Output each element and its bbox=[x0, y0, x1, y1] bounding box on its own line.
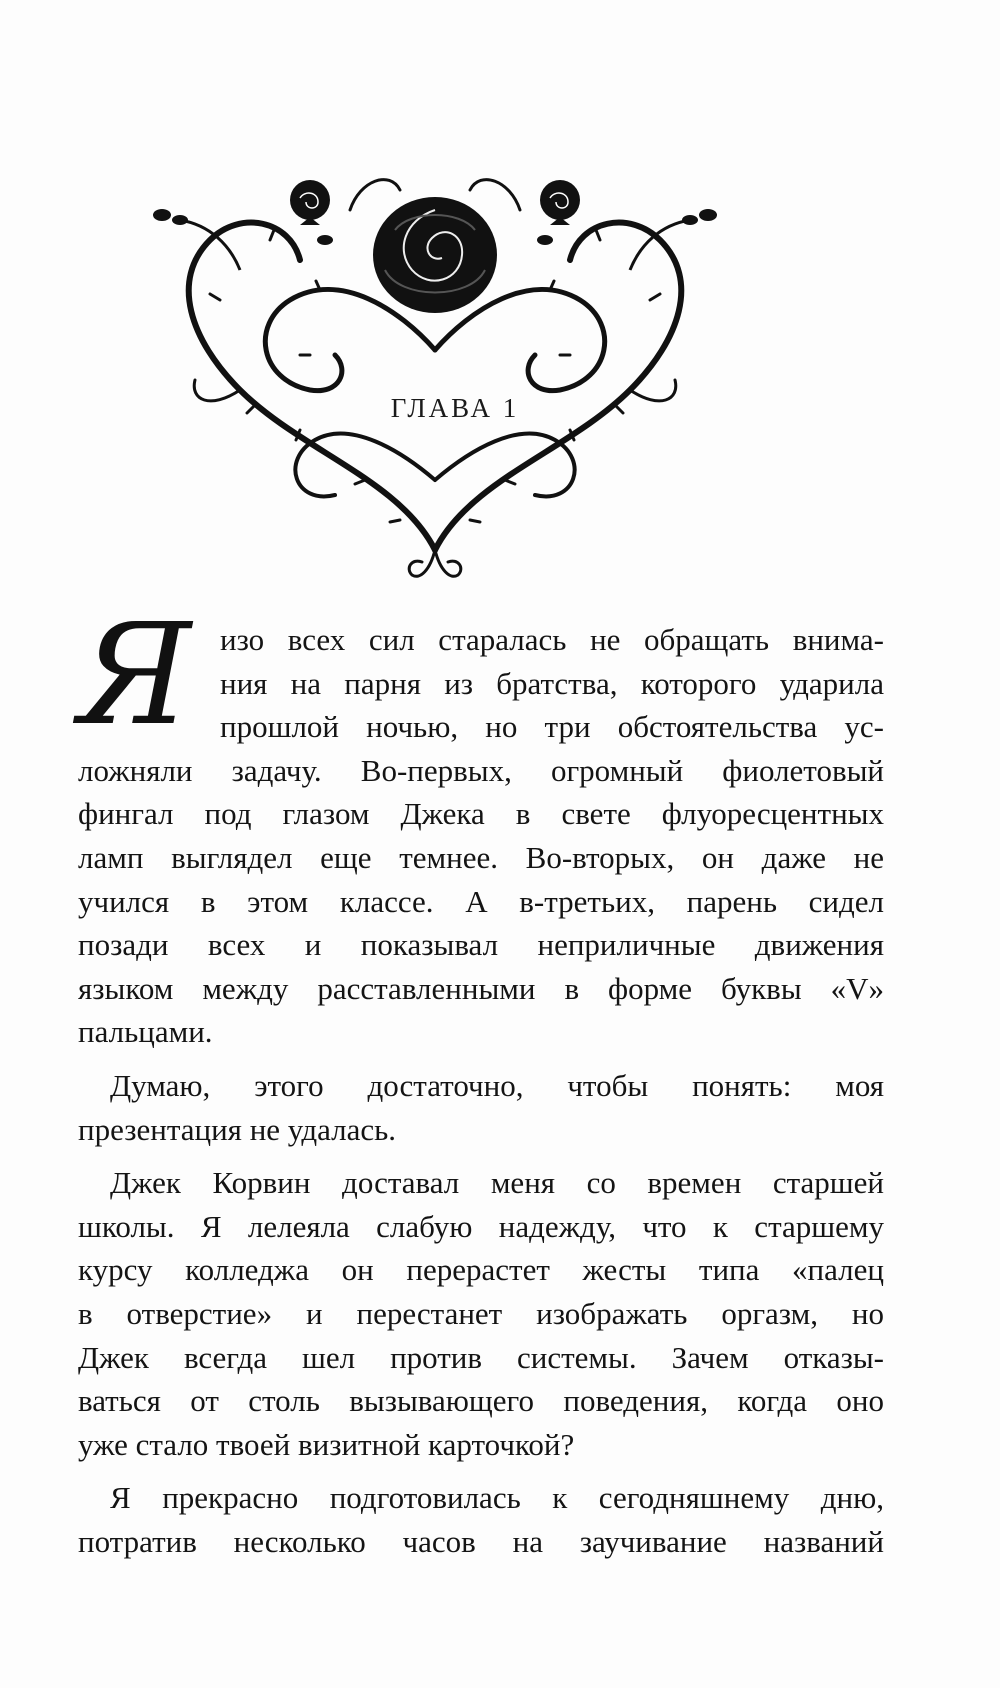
text-line: прошлой ночью, но три обстоятельства ус- bbox=[220, 709, 884, 745]
text-line: Я прекрасно подготовилась к сегодняшнему дню, bbox=[110, 1480, 884, 1516]
text-line: Думаю, этого достаточно, чтобы понять: моя bbox=[110, 1067, 884, 1103]
text-line: Джек всегда шел против системы. Зачем отказы- bbox=[78, 1339, 884, 1375]
text-line: ламп выглядел еще темнее. Во-вторых, он даже не bbox=[78, 839, 884, 875]
rose-heart-vine-icon bbox=[150, 150, 760, 590]
text-line: ваться от столь вызывающего поведения, когда оно bbox=[78, 1383, 884, 1419]
paragraph-4 bbox=[78, 1476, 884, 1563]
drop-cap: Я bbox=[78, 594, 192, 757]
text-line: фингал под глазом Джека в свете флуоресцентных bbox=[78, 796, 884, 832]
text-line: потратив несколько часов на заучивание названий bbox=[78, 1523, 884, 1559]
text-line: в отверстие» и перестанет изображать оргазм, но bbox=[78, 1295, 884, 1331]
text-line: Джек Корвин доставал меня со времен старшей bbox=[110, 1165, 884, 1201]
text-line: курсу колледжа он перерастет жесты типа «палец bbox=[78, 1252, 884, 1288]
paragraph-3 bbox=[78, 1161, 884, 1466]
text-line: языком между расставленными в форме буквы «V» bbox=[78, 970, 884, 1006]
paragraph-2 bbox=[78, 1064, 884, 1151]
text-line: ложняли задачу. Во-первых, огромный фиолетовый bbox=[78, 752, 884, 788]
chapter-title: ГЛАВА 1 bbox=[390, 393, 520, 423]
text-line: школы. Я лелеяла слабую надежду, что к старшему bbox=[78, 1208, 884, 1244]
text-line: учился в этом классе. А в-третьих, парень сидел bbox=[78, 883, 884, 919]
text-line: ния на парня из братства, которого ударила bbox=[220, 665, 884, 701]
paragraph-1 bbox=[78, 594, 884, 1054]
text-line: пальцами. bbox=[78, 1014, 213, 1050]
text-line: презентация не удалась. bbox=[78, 1111, 397, 1147]
text-line: позади всех и показывал неприличные движения bbox=[78, 927, 884, 963]
text-line: изо всех сил старалась не обращать внима- bbox=[220, 622, 884, 657]
body-text bbox=[78, 594, 884, 1563]
text-line: уже стало твоей визитной карточкой? bbox=[78, 1426, 575, 1462]
